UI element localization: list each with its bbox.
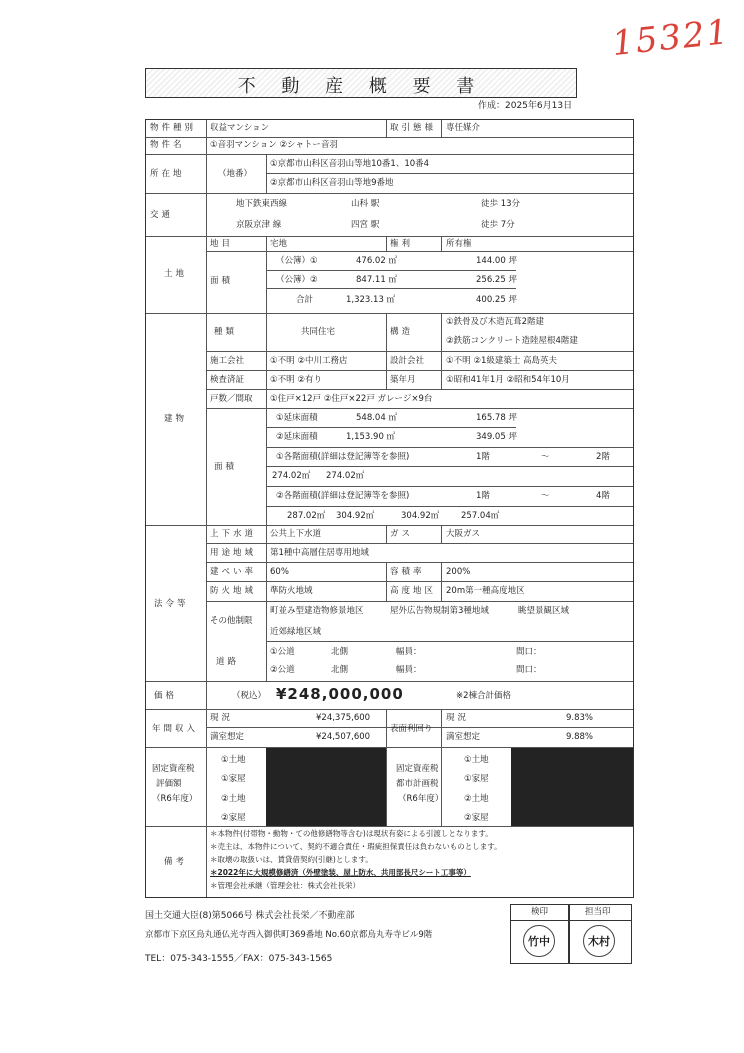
kotei-item-1: ①土地 bbox=[221, 755, 246, 765]
kaibetsu2-label: ②各階面積(詳細は登記簿等を参照) bbox=[276, 491, 410, 501]
land-total-label: 合計 bbox=[296, 295, 314, 305]
kensa-value: ①不明 ②有り bbox=[270, 375, 322, 385]
yield-mansha-label: 満室想定 bbox=[446, 732, 481, 742]
nobe2-tsubo: 349.05 坪 bbox=[476, 432, 517, 442]
created-date: 作成：2025年6月13日 bbox=[478, 101, 573, 111]
toshi-label-2: 都市計画税 bbox=[396, 779, 439, 789]
price-note: ※2棟合計価格 bbox=[456, 691, 512, 701]
handwritten-number: 15321 bbox=[610, 11, 732, 65]
sekou-label: 施工会社 bbox=[210, 356, 245, 366]
toshi-item-3: ②土地 bbox=[464, 794, 489, 804]
tanto-label: 担当印 bbox=[585, 907, 611, 917]
chikunen-label: 築年月 bbox=[390, 375, 416, 385]
land-area2-tsubo: 256.25 坪 bbox=[476, 275, 517, 285]
kenpei-label: 建ぺい率 bbox=[210, 567, 257, 577]
kenri-label: 権利 bbox=[390, 239, 414, 249]
toshi-item-2: ①家屋 bbox=[464, 774, 489, 784]
kotsu-label: 交通 bbox=[150, 210, 174, 220]
kosu-label: 戸数／間取 bbox=[210, 394, 253, 404]
sonota-1: 町並み型建造物修景地区 bbox=[270, 606, 364, 616]
bukkenmei-label: 物件名 bbox=[150, 140, 185, 150]
biko-label: 備考 bbox=[164, 857, 188, 867]
nobe1-m2: 548.04 ㎡ bbox=[356, 413, 397, 423]
torihiki-taiyo-value: 専任媒介 bbox=[446, 123, 481, 133]
road-1-fukuin: 幅員： bbox=[396, 647, 422, 657]
mansha-value: ¥24,507,600 bbox=[316, 732, 371, 742]
kenin-stamp: 竹中 bbox=[523, 925, 555, 957]
yield-genkyo-value: 9.83% bbox=[566, 713, 594, 723]
bukkenmei-value: ①音羽マンション ②シャトー音羽 bbox=[210, 140, 338, 150]
land-total-tsubo: 400.25 坪 bbox=[476, 295, 517, 305]
station-1: 山科 駅 bbox=[351, 199, 380, 209]
kaibetsu1-value-1: 274.02㎡ bbox=[272, 471, 311, 481]
bukken-shubetsu-value: 収益マンション bbox=[210, 123, 270, 133]
sonota-4: 近郊緑地区域 bbox=[270, 627, 322, 637]
kensa-label: 検査済証 bbox=[210, 375, 245, 385]
kosu-value: ①住戸×12戸 ②住戸×22戸 ガレージ×9台 bbox=[270, 394, 433, 404]
license-line: 国土交通大臣(8)第5066号 株式会社長栄／不動産部 bbox=[145, 911, 355, 921]
road-2-fukuin: 幅員： bbox=[396, 665, 422, 675]
kenin-box bbox=[510, 904, 570, 964]
building-menseki-label: 面積 bbox=[214, 462, 238, 472]
kozo-label: 構造 bbox=[390, 327, 414, 337]
road-2-dir: 北側 bbox=[331, 665, 349, 675]
price-tax-label: （税込） bbox=[232, 691, 267, 701]
yoseki-label: 容積率 bbox=[390, 567, 425, 577]
kotei-label-2: 評価額 bbox=[156, 779, 182, 789]
kotei-item-3: ②土地 bbox=[221, 794, 246, 804]
nobe2-m2: 1,153.90 ㎡ bbox=[346, 432, 396, 442]
station-2: 四宮 駅 bbox=[351, 220, 380, 230]
shurui-value: 共同住宅 bbox=[301, 327, 336, 337]
walk-1: 徒歩 13分 bbox=[481, 199, 521, 209]
gas-label: ガス bbox=[390, 529, 414, 539]
sonota-2: 屋外広告物規制第3種地域 bbox=[390, 606, 489, 616]
income-label: 年間収入 bbox=[152, 724, 199, 734]
yoseki-value: 200% bbox=[446, 567, 471, 577]
toshi-label-1: 固定資産税 bbox=[396, 764, 439, 774]
bouka-value: 準防火地域 bbox=[270, 586, 313, 596]
law-section-label: 法令等 bbox=[154, 599, 189, 609]
biko-line-3: ＊取壊の取扱いは、賃貸借契約(引継)とします。 bbox=[210, 855, 373, 864]
genkyo-value: ¥24,375,600 bbox=[316, 713, 371, 723]
kaibetsu1-label: ①各階面積(詳細は登記簿等を参照) bbox=[276, 452, 410, 462]
bukken-shubetsu-label: 物件種別 bbox=[150, 123, 197, 133]
shozaichi-label: 所在地 bbox=[150, 169, 185, 179]
nobe1-tsubo: 165.78 坪 bbox=[476, 413, 517, 423]
kaibetsu2-value-4: 257.04㎡ bbox=[461, 511, 500, 521]
page-title: 不 動 産 概 要 書 bbox=[237, 76, 485, 97]
kotei-item-2: ①家屋 bbox=[221, 774, 246, 784]
road-1-maguchi: 間口： bbox=[516, 647, 542, 657]
shozaichi-1: ①京都市山科区音羽山等地10番1、10番4 bbox=[270, 159, 430, 169]
building-section-label: 建物 bbox=[164, 414, 188, 424]
redacted-kotei-block bbox=[266, 748, 386, 826]
price-label: 価格 bbox=[154, 691, 178, 701]
line-1: 地下鉄東西線 bbox=[236, 199, 288, 209]
land-area1-m2: 476.02 ㎡ bbox=[356, 256, 397, 266]
land-area1-label: （公簿）① bbox=[276, 256, 318, 266]
line-2: 京阪京津 線 bbox=[236, 220, 282, 230]
nobe2-label: ②延床面積 bbox=[276, 432, 318, 442]
chikunen-value: ①昭和41年1月 ②昭和54年10月 bbox=[446, 375, 570, 385]
kodo-value: 20m第一種高度地区 bbox=[446, 586, 525, 596]
title-bar bbox=[145, 68, 577, 98]
address-line: 京都市下京区烏丸通仏光寺西入御供町369番地 No.60京都烏丸寿寺ビル9階 bbox=[145, 930, 433, 940]
kaibetsu2-sep: ～ bbox=[541, 491, 550, 501]
kenin-label: 検印 bbox=[531, 907, 549, 917]
kodo-label: 高度地区 bbox=[390, 586, 437, 596]
kenri-value: 所有権 bbox=[446, 239, 472, 249]
toshi-item-1: ①土地 bbox=[464, 755, 489, 765]
yield-label: 表面利回り bbox=[390, 724, 433, 734]
kaibetsu1-value-2: 274.02㎡ bbox=[326, 471, 365, 481]
sekkei-value: ①不明 ②1級建築士 高島英夫 bbox=[446, 356, 558, 366]
kaibetsu1-from: 1階 bbox=[476, 452, 490, 462]
nobe1-label: ①延床面積 bbox=[276, 413, 318, 423]
kotei-item-4: ②家屋 bbox=[221, 813, 246, 823]
land-area2-m2: 847.11 ㎡ bbox=[356, 275, 397, 285]
tanto-box bbox=[568, 904, 632, 964]
land-menseki-label: 面積 bbox=[210, 276, 234, 286]
chimoku-value: 宅地 bbox=[270, 239, 288, 249]
road-1-dir: 北側 bbox=[331, 647, 349, 657]
sekou-value: ①不明 ②中川工務店 bbox=[270, 356, 348, 366]
jogesui-label: 上下水道 bbox=[210, 529, 257, 539]
toshi-item-4: ②家屋 bbox=[464, 813, 489, 823]
tanto-stamp: 木村 bbox=[583, 925, 615, 957]
kotei-label-1: 固定資産税 bbox=[152, 764, 195, 774]
walk-2: 徒歩 7分 bbox=[481, 220, 515, 230]
mansha-label: 満室想定 bbox=[210, 732, 245, 742]
jogesui-value: 公共上下水道 bbox=[270, 529, 322, 539]
shurui-label: 種類 bbox=[214, 327, 238, 337]
kozo-2: ②鉄筋コンクリート造陸屋根4階建 bbox=[446, 336, 578, 346]
toshi-label-3: （R6年度） bbox=[398, 794, 444, 804]
kaibetsu2-value-3: 304.92㎡ bbox=[401, 511, 440, 521]
doro-label: 道路 bbox=[216, 657, 240, 667]
land-area1-tsubo: 144.00 坪 bbox=[476, 256, 517, 266]
kaibetsu2-from: 1階 bbox=[476, 491, 490, 501]
shozaichi-2: ②京都市山科区音羽山等地9番地 bbox=[270, 178, 394, 188]
road-2-maguchi: 間口： bbox=[516, 665, 542, 675]
sekkei-label: 設計会社 bbox=[390, 356, 425, 366]
biko-line-4: ＊2022年に大規模修繕済（外壁塗装、屋上防水、共用部長尺シート工事等） bbox=[210, 868, 471, 877]
bouka-label: 防火地域 bbox=[210, 586, 257, 596]
biko-line-5: ＊管理会社承継（管理会社：株式会社長栄） bbox=[210, 881, 360, 890]
sonota-3: 眺望景観区域 bbox=[518, 606, 570, 616]
price-value: ¥248,000,000 bbox=[276, 685, 404, 703]
biko-line-1: ＊本物件(付帯物・動物・ての他修繕物等含む)は現状有姿による引渡しとなります。 bbox=[210, 829, 493, 838]
genkyo-label: 現況 bbox=[210, 713, 234, 723]
summary-table bbox=[145, 119, 634, 898]
yoto-value: 第1種中高層住居専用地域 bbox=[270, 548, 369, 558]
chiban-label: （地番） bbox=[218, 169, 253, 179]
redacted-toshi-block bbox=[511, 748, 633, 826]
yield-mansha-value: 9.88% bbox=[566, 732, 594, 742]
kaibetsu1-sep: ～ bbox=[541, 452, 550, 462]
road-1: ①公道 bbox=[270, 647, 295, 657]
road-2: ②公道 bbox=[270, 665, 295, 675]
land-section-label: 土地 bbox=[164, 269, 188, 279]
tel-fax-line: TEL：075-343-1555／FAX：075-343-1565 bbox=[145, 954, 333, 964]
kenpei-value: 60% bbox=[270, 567, 289, 577]
kozo-1: ①鉄骨及び木造瓦葺2階建 bbox=[446, 317, 545, 327]
kaibetsu2-to: 4階 bbox=[596, 491, 610, 501]
biko-line-2: ＊売主は、本物件について、契約不適合責任・瑕疵担保責任は負わないものとします。 bbox=[210, 842, 502, 851]
gas-value: 大阪ガス bbox=[446, 529, 481, 539]
kotei-label-3: （R6年度） bbox=[152, 794, 198, 804]
yoto-label: 用途地域 bbox=[210, 548, 257, 558]
torihiki-taiyo-label: 取引態様 bbox=[390, 123, 437, 133]
chimoku-label: 地目 bbox=[210, 239, 234, 249]
kaibetsu2-value-2: 304.92㎡ bbox=[336, 511, 375, 521]
sonota-label: その他制限 bbox=[210, 616, 253, 626]
land-area2-label: （公簿）② bbox=[276, 275, 318, 285]
yield-genkyo-label: 現況 bbox=[446, 713, 470, 723]
kaibetsu1-to: 2階 bbox=[596, 452, 610, 462]
land-total-m2: 1,323.13 ㎡ bbox=[346, 295, 396, 305]
kaibetsu2-value-1: 287.02㎡ bbox=[287, 511, 326, 521]
